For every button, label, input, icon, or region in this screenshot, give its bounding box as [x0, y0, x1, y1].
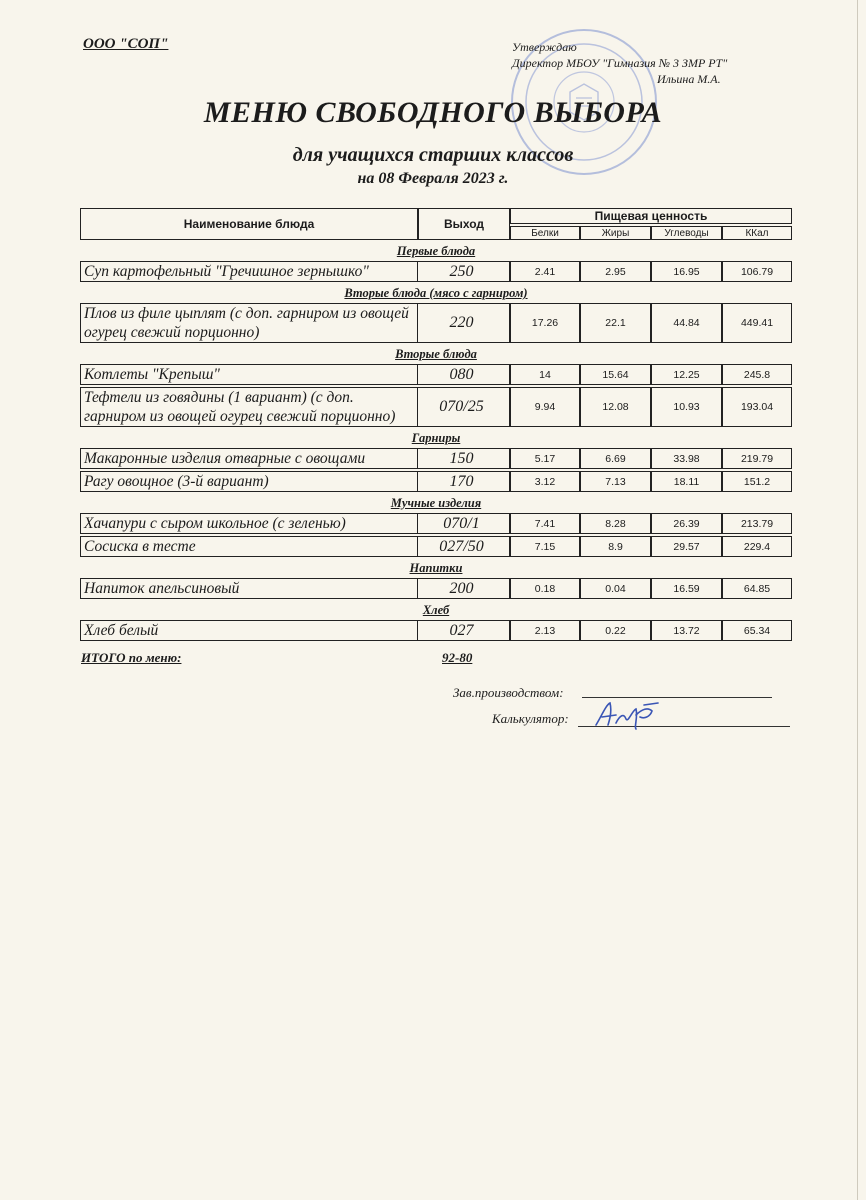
section-title: Вторые блюда (мясо с гарниром) [344, 286, 528, 300]
carbs-value: 44.84 [651, 303, 722, 343]
dish-name: Суп картофельный "Гречишное зернышко" [80, 261, 418, 282]
section-row [80, 601, 792, 618]
fat-value: 2.95 [580, 261, 651, 282]
document-date: на 08 Февраля 2023 г. [357, 170, 509, 187]
protein-value: 14 [510, 364, 580, 385]
kcal-value: 219.79 [722, 448, 792, 469]
fat-value: 8.28 [580, 513, 651, 534]
header-protein: Белки [510, 226, 580, 240]
dish-output: 220 [418, 303, 510, 343]
section-row [80, 429, 792, 446]
table-row [80, 536, 792, 557]
kcal-value: 213.79 [722, 513, 792, 534]
kcal-value: 65.34 [722, 620, 792, 641]
totals-label: ИТОГО по меню: [81, 650, 182, 665]
fat-value: 0.22 [580, 620, 651, 641]
carbs-value: 33.98 [651, 448, 722, 469]
fat-value: 12.08 [580, 387, 651, 427]
dish-output: 080 [418, 364, 510, 385]
approval-line-2: Директор МБОУ "Гимназия № 3 ЗМР РТ" [512, 56, 728, 70]
table-row [80, 620, 792, 641]
fat-value: 6.69 [580, 448, 651, 469]
carbs-value: 16.59 [651, 578, 722, 599]
header-fat: Жиры [580, 226, 651, 240]
menu-table [80, 206, 792, 643]
dish-output: 070/1 [418, 513, 510, 534]
carbs-value: 29.57 [651, 536, 722, 557]
dish-output: 250 [418, 261, 510, 282]
protein-value: 2.13 [510, 620, 580, 641]
dish-name: Котлеты "Крепыш" [80, 364, 418, 385]
dish-name: Плов из филе цыплят (с доп. гарниром из овощей огурец свежий порционно) [80, 303, 418, 343]
protein-value: 2.41 [510, 261, 580, 282]
dish-output: 027 [418, 620, 510, 641]
fat-value: 22.1 [580, 303, 651, 343]
dish-output: 027/50 [418, 536, 510, 557]
table-row [80, 513, 792, 534]
approval-line-1: Утверждаю [512, 40, 577, 54]
protein-value: 17.26 [510, 303, 580, 343]
carbs-value: 16.95 [651, 261, 722, 282]
dish-output: 070/25 [418, 387, 510, 427]
kcal-value: 64.85 [722, 578, 792, 599]
approval-line-3: Ильина М.А. [657, 72, 721, 86]
protein-value: 3.12 [510, 471, 580, 492]
dish-output: 200 [418, 578, 510, 599]
kcal-value: 449.41 [722, 303, 792, 343]
fat-value: 15.64 [580, 364, 651, 385]
protein-value: 0.18 [510, 578, 580, 599]
totals-value: 92-80 [442, 650, 473, 665]
handwritten-signature [592, 697, 662, 731]
dish-name: Напиток апельсиновый [80, 578, 418, 599]
protein-value: 7.15 [510, 536, 580, 557]
dish-name: Рагу овощное (3-й вариант) [80, 471, 418, 492]
section-row [80, 242, 792, 259]
section-title: Вторые блюда [395, 347, 477, 361]
table-row [80, 261, 792, 282]
calculator-label: Калькулятор: [492, 711, 569, 726]
dish-output: 170 [418, 471, 510, 492]
table-row [80, 303, 792, 343]
protein-value: 7.41 [510, 513, 580, 534]
header-nutrition: Пищевая ценность [510, 208, 792, 224]
carbs-value: 12.25 [651, 364, 722, 385]
section-title: Хлеб [422, 603, 450, 617]
kcal-value: 193.04 [722, 387, 792, 427]
table-row [80, 578, 792, 599]
section-row [80, 494, 792, 511]
header-carbs: Углеводы [651, 226, 722, 240]
kcal-value: 229.4 [722, 536, 792, 557]
dish-output: 150 [418, 448, 510, 469]
fat-value: 7.13 [580, 471, 651, 492]
dish-name: Сосиска в тесте [80, 536, 418, 557]
dish-name: Хлеб белый [80, 620, 418, 641]
document-title: МЕНЮ СВОБОДНОГО ВЫБОРА [203, 96, 663, 129]
section-title: Первые блюда [396, 244, 476, 258]
organization-name: ООО "СОП" [83, 36, 169, 52]
table-row [80, 448, 792, 469]
section-title: Напитки [409, 561, 463, 575]
kcal-value: 151.2 [722, 471, 792, 492]
table-row [80, 471, 792, 492]
header-output: Выход [418, 208, 510, 240]
fat-value: 0.04 [580, 578, 651, 599]
protein-value: 5.17 [510, 448, 580, 469]
table-row [80, 364, 792, 385]
table-row [80, 387, 792, 427]
header-kcal: ККал [722, 226, 792, 240]
section-title: Гарниры [411, 431, 461, 445]
section-row [80, 559, 792, 576]
approval-block [512, 39, 727, 87]
carbs-value: 18.11 [651, 471, 722, 492]
carbs-value: 10.93 [651, 387, 722, 427]
kcal-value: 106.79 [722, 261, 792, 282]
dish-name: Макаронные изделия отварные с овощами [80, 448, 418, 469]
section-title: Мучные изделия [390, 496, 482, 510]
section-row [80, 345, 792, 362]
section-row [80, 284, 792, 301]
document-subtitle: для учащихся старших классов [292, 144, 574, 166]
production-manager-label: Зав.производством: [453, 685, 564, 700]
carbs-value: 26.39 [651, 513, 722, 534]
table-header-row [80, 208, 792, 224]
dish-name: Хачапури с сыром школьное (с зеленью) [80, 513, 418, 534]
fat-value: 8.9 [580, 536, 651, 557]
kcal-value: 245.8 [722, 364, 792, 385]
carbs-value: 13.72 [651, 620, 722, 641]
dish-name: Тефтели из говядины (1 вариант) (с доп. гарниром из овощей огурец свежий порционно) [80, 387, 418, 427]
header-name: Наименование блюда [80, 208, 418, 240]
protein-value: 9.94 [510, 387, 580, 427]
menu-table-body [80, 208, 792, 641]
